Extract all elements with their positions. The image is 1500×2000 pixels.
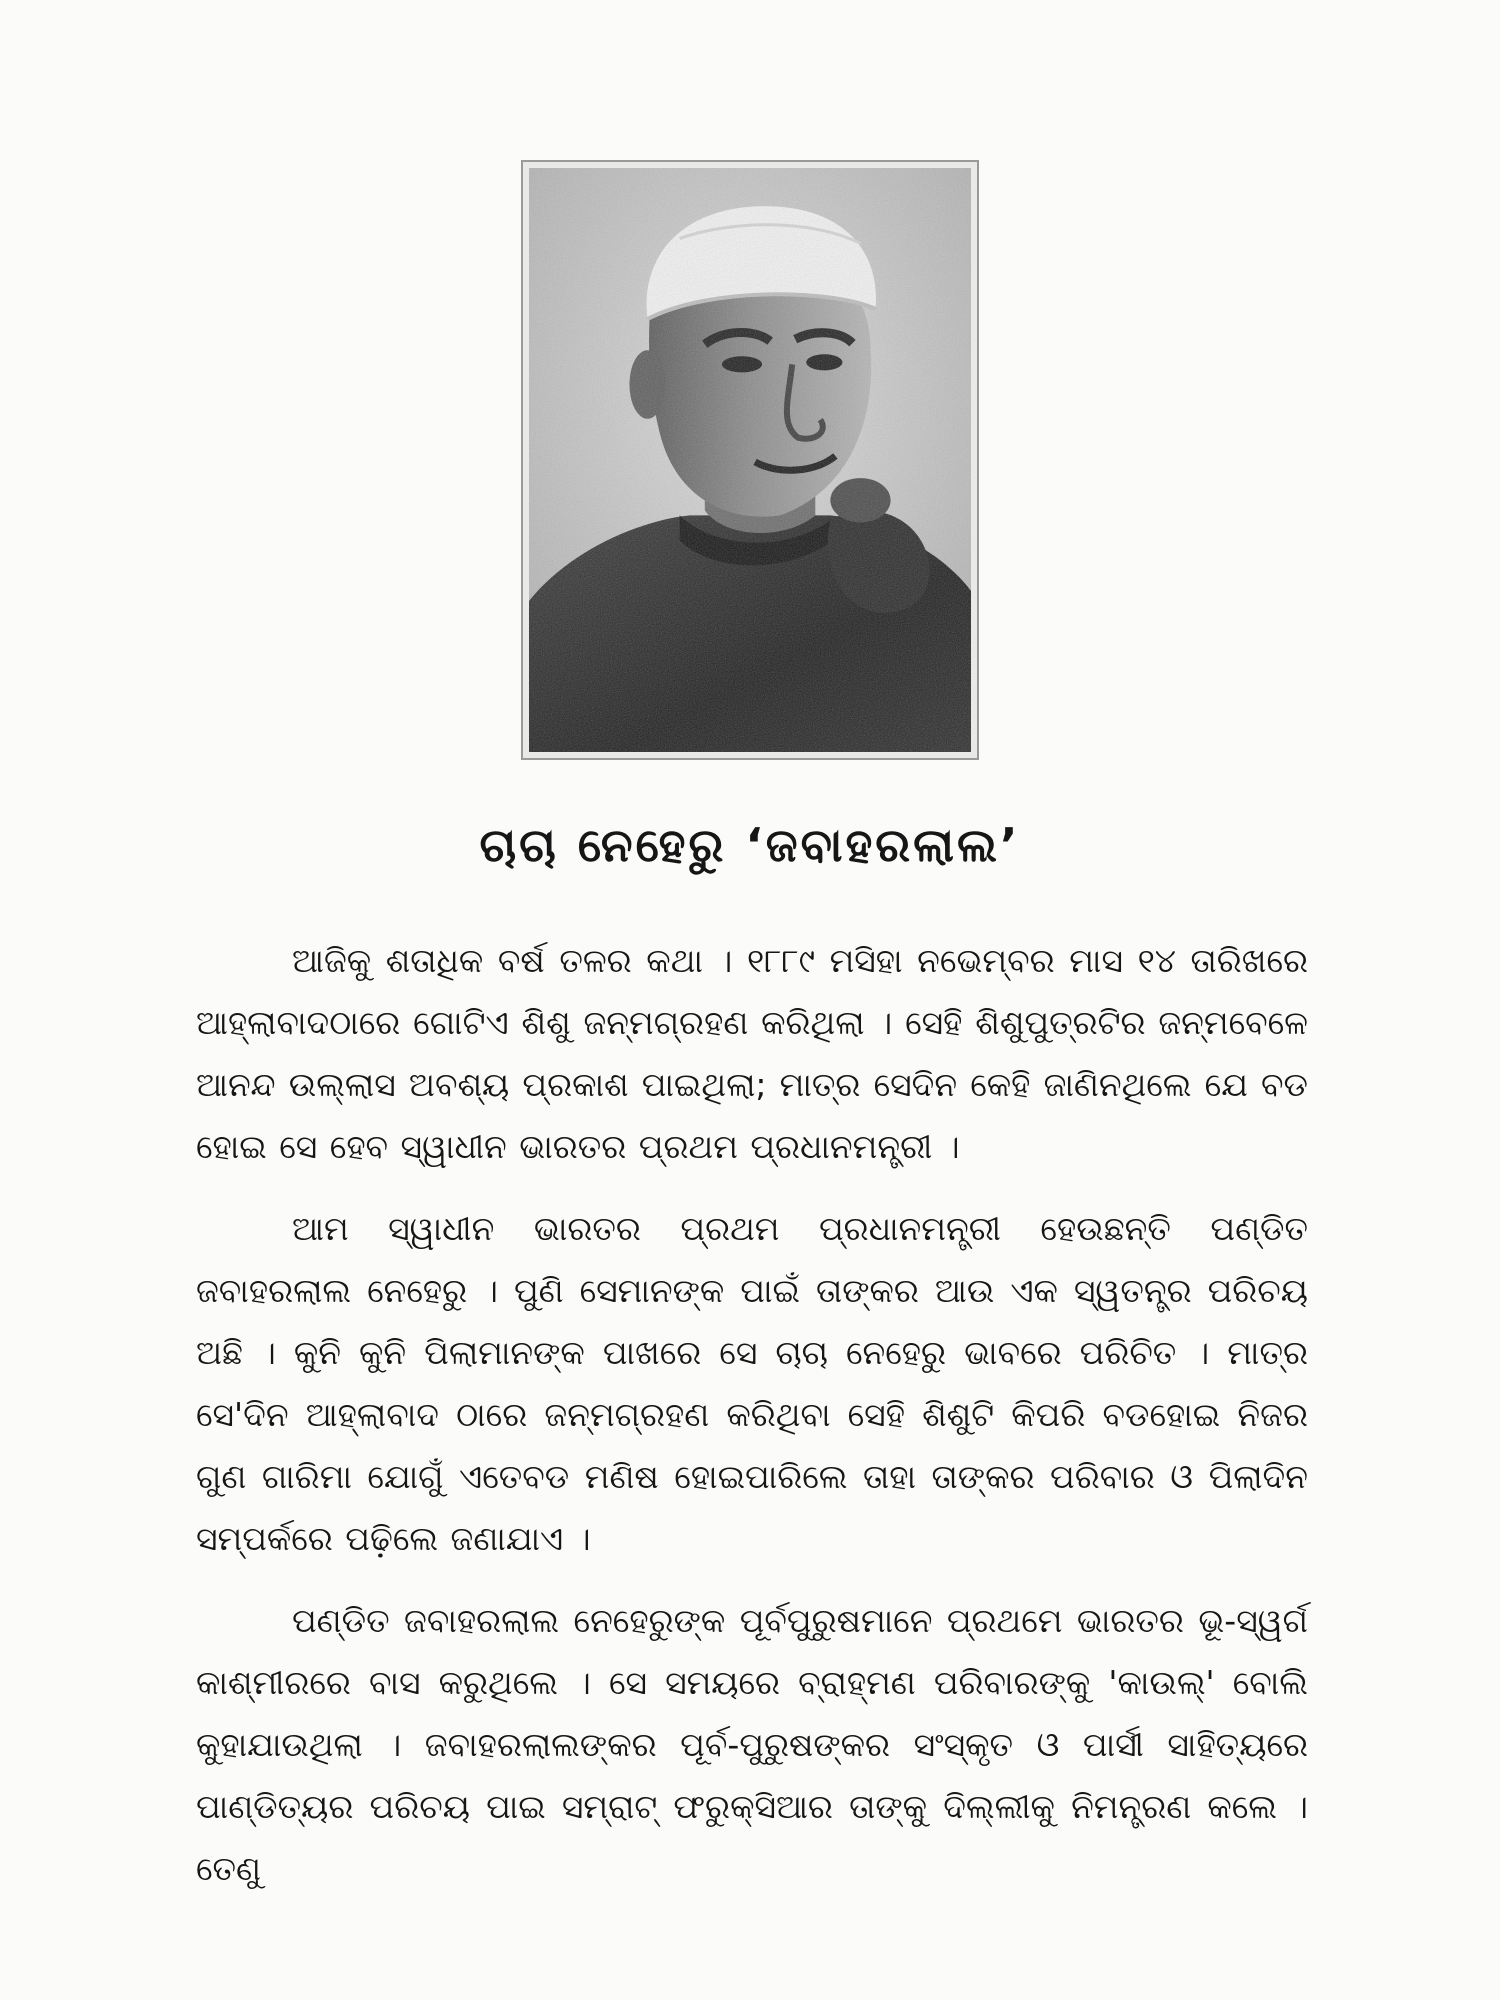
- portrait-photo-icon: [529, 168, 971, 752]
- page-title: ଚାଚା ନେହେରୁ ‘ଜବାହରଲାଲ’: [479, 818, 1021, 872]
- article-body: [196, 930, 1308, 1920]
- paragraph-1: ଆଜିକୁ ଶତାଧିକ ବର୍ଷ ତଳର କଥା । ୧୮୮୯ ମସିହା ନଭେମ୍ବର ମାସ ୧୪ ତାରିଖରେ ଆହ୍ଲାବାଦଠାରେ ଗୋଟିଏ ଶିଶୁ ଜନ୍ମଗ୍ରହଣ କରିଥିଲା । ସେହି ଶିଶୁପୁତ୍ରଟିର ଜନ୍ମବେଳେ ଆନନ୍ଦ ଉଲ୍ଲାସ ଅବଶ୍ୟ ପ୍ରକାଶ ପାଇଥିଲା; ମାତ୍ର ସେଦିନ କେହି ଜାଣିନଥିଲେ ଯେ ବଡ ହୋଇ ସେ ହେବ ସ୍ୱାଧୀନ ଭାରତର ପ୍ରଥମ ପ୍ରଧାନମନ୍ତ୍ରୀ ।: [196, 941, 1308, 1166]
- paragraph-3: ପଣ୍ଡିତ ଜବାହରଲାଲ ନେହେରୁଙ୍କ ପୂର୍ବପୁରୁଷମାନେ ପ୍ରଥମେ ଭାରତର ଭୂ-ସ୍ୱର୍ଗ କାଶ୍ମୀରରେ ବାସ କରୁଥିଲେ । ସେ ସମୟରେ ବ୍ରାହ୍ମଣ ପରିବାରଙ୍କୁ 'କାଉଲ୍' ବୋଲି କୁହାଯାଉଥିଲା । ଜବାହରଲାଲଙ୍କର ପୂର୍ବ-ପୁରୁଷଙ୍କର ସଂସ୍କୃତ ଓ ପାର୍ସୀ ସାହିତ୍ୟରେ ପାଣ୍ଡିତ୍ୟର ପରିଚୟ ପାଇ ସମ୍ରାଟ୍ ଫରୁକ୍‌ସିଆର ତାଙ୍କୁ ଦିଲ୍ଲୀକୁ ନିମନ୍ତ୍ରଣ କଲେ । ତେଣୁ: [196, 1601, 1308, 1888]
- paragraph-2: ଆମ ସ୍ୱାଧୀନ ଭାରତର ପ୍ରଥମ ପ୍ରଧାନମନ୍ତ୍ରୀ ହେଉଛନ୍ତି ପଣ୍ଡିତ ଜବାହରଲାଲ ନେହେରୁ । ପୁଣି ସେମାନଙ୍କ ପାଇଁ ତାଙ୍କର ଆଉ ଏକ ସ୍ୱତନ୍ତ୍ର ପରିଚୟ ଅଛି । କୁନି କୁନି ପିଲାମାନଙ୍କ ପାଖରେ ସେ ଚାଚା ନେହେରୁ ଭାବରେ ପରିଚିତ । ମାତ୍ର ସେ'ଦିନ ଆହ୍ଲାବାଦ ଠାରେ ଜନ୍ମଗ୍ରହଣ କରିଥିବା ସେହି ଶିଶୁଟି କିପରି ବଡହୋଇ ନିଜର ଗୁଣ ଗାରିମା ଯୋଗୁଁ ଏତେବଡ ମଣିଷ ହୋଇପାରିଲେ ତାହା ତାଙ୍କର ପରିବାର ଓ ପିଲାଦିନ ସମ୍ପର୍କରେ ପଢ଼ିଲେ ଜଣାଯାଏ ।: [196, 1209, 1308, 1558]
- portrait-photo: [521, 160, 979, 760]
